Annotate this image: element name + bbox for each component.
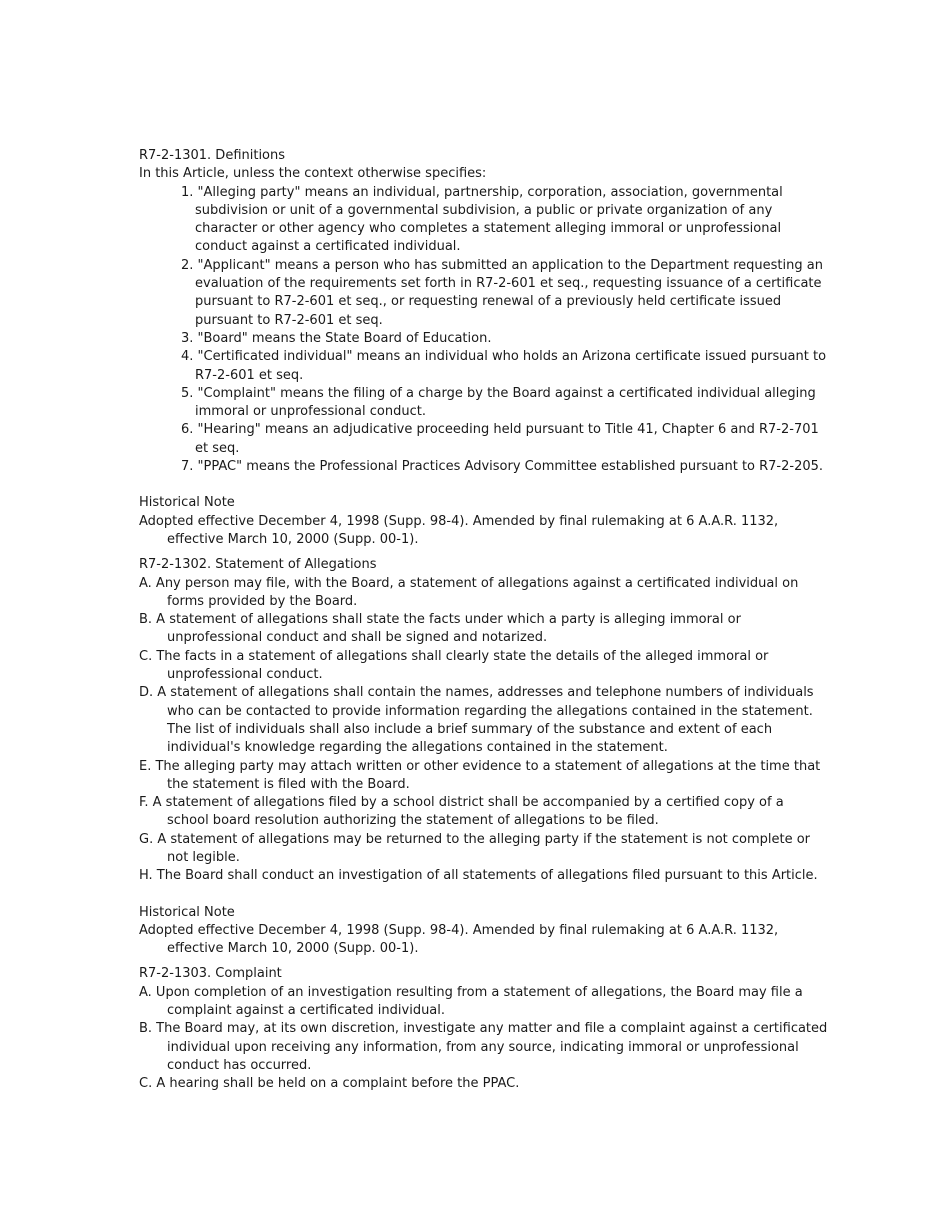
section-title-1302: R7-2-1302. Statement of Allegations <box>139 557 377 573</box>
definition-item: 4. "Certificated individual" means an individual who holds an Arizona certificate issued pursuant to R7-2-601 et seq. <box>181 349 827 383</box>
allegation-item: F. A statement of allegations filed by a school district shall be accompanied by a certified copy of a school board resolution authorizing the statement of allegations to be filed. <box>139 795 784 829</box>
allegation-item: G. A statement of allegations may be returned to the alleging party if the statement is not complete or not legible. <box>139 831 811 865</box>
historical-note-label-1302: Historical Note <box>139 904 235 920</box>
allegation-item: D. A statement of allegations shall contain the names, addresses and telephone numbers of individuals who can be contacted to provide information regarding the allegations contained in the statement. The list of individuals shall also include a brief summary of the substance and extent of each individual's knowledge regarding the allegations contained in the statement. <box>139 685 814 756</box>
document-page <box>139 147 829 1094</box>
complaint-item: A. Upon completion of an investigation resulting from a statement of allegations, the Board may file a complaint against a certificated individual. <box>139 984 803 1019</box>
complaint-item: C. A hearing shall be held on a complaint before the PPAC. <box>139 1076 520 1092</box>
definitions-list <box>139 184 829 477</box>
allegation-item: E. The alleging party may attach written or other evidence to a statement of allegations at the time that the statement is filed with the Board. <box>139 758 821 792</box>
definition-item: 2. "Applicant" means a person who has submitted an application to the Department requesting an evaluation of the requirements set forth in R7-2-601 et seq., requesting issuance of a certificate pursuant to R7-2-601 et seq., or requesting renewal of a previously held certificate issued pursuant to R7-2-601 et seq. <box>181 257 823 328</box>
allegation-item: H. The Board shall conduct an investigation of all statements of allegations filed pursuant to this Article. <box>139 868 818 884</box>
allegation-item: C. The facts in a statement of allegations shall clearly state the details of the alleged immoral or unprofessional conduct. <box>139 648 769 683</box>
complaint-item: B. The Board may, at its own discretion, investigate any matter and file a complaint against a certificated individual upon receiving any information, from any source, indicating immoral or unprofessional conduct has occurred. <box>139 1021 828 1073</box>
definition-item: 5. "Complaint" means the filing of a charge by the Board against a certificated individual alleging immoral or unprofessional conduct. <box>181 385 816 420</box>
definition-item: 7. "PPAC" means the Professional Practices Advisory Committee established pursuant to R7-2-205. <box>181 459 824 475</box>
section-title-1303: R7-2-1303. Complaint <box>139 966 282 982</box>
definition-item: 6. "Hearing" means an adjudicative proceeding held pursuant to Title 41, Chapter 6 and R7-2-701 et seq. <box>181 422 819 456</box>
historical-note-text-1301: Adopted effective December 4, 1998 (Supp. 98-4). Amended by final rulemaking at 6 A.A.R. 1132, effective March 10, 2000 (Supp. 00-1). <box>139 513 779 547</box>
definition-item: 1. "Alleging party" means an individual, partnership, corporation, association, governmental subdivision or unit of a governmental subdivision, a public or private organization of any character or other agency who completes a statement alleging immoral or unprofessional conduct against a certificated individual. <box>181 184 783 255</box>
section-title-1301: R7-2-1301. Definitions <box>139 148 286 163</box>
allegation-item: A. Any person may file, with the Board, a statement of allegations against a certificated individual on forms provided by the Board. <box>139 575 799 609</box>
historical-note-text-1302: Adopted effective December 4, 1998 (Supp. 98-4). Amended by final rulemaking at 6 A.A.R. 1132, effective March 10, 2000 (Supp. 00-1). <box>139 922 779 957</box>
definition-item: 3. "Board" means the State Board of Education. <box>181 330 492 346</box>
historical-note-label-1301: Historical Note <box>139 495 235 511</box>
allegation-item: B. A statement of allegations shall state the facts under which a party is alleging immoral or unprofessional conduct and shall be signed and notarized. <box>139 612 741 646</box>
section-intro-1301: In this Article, unless the context otherwise specifies: <box>139 166 487 182</box>
